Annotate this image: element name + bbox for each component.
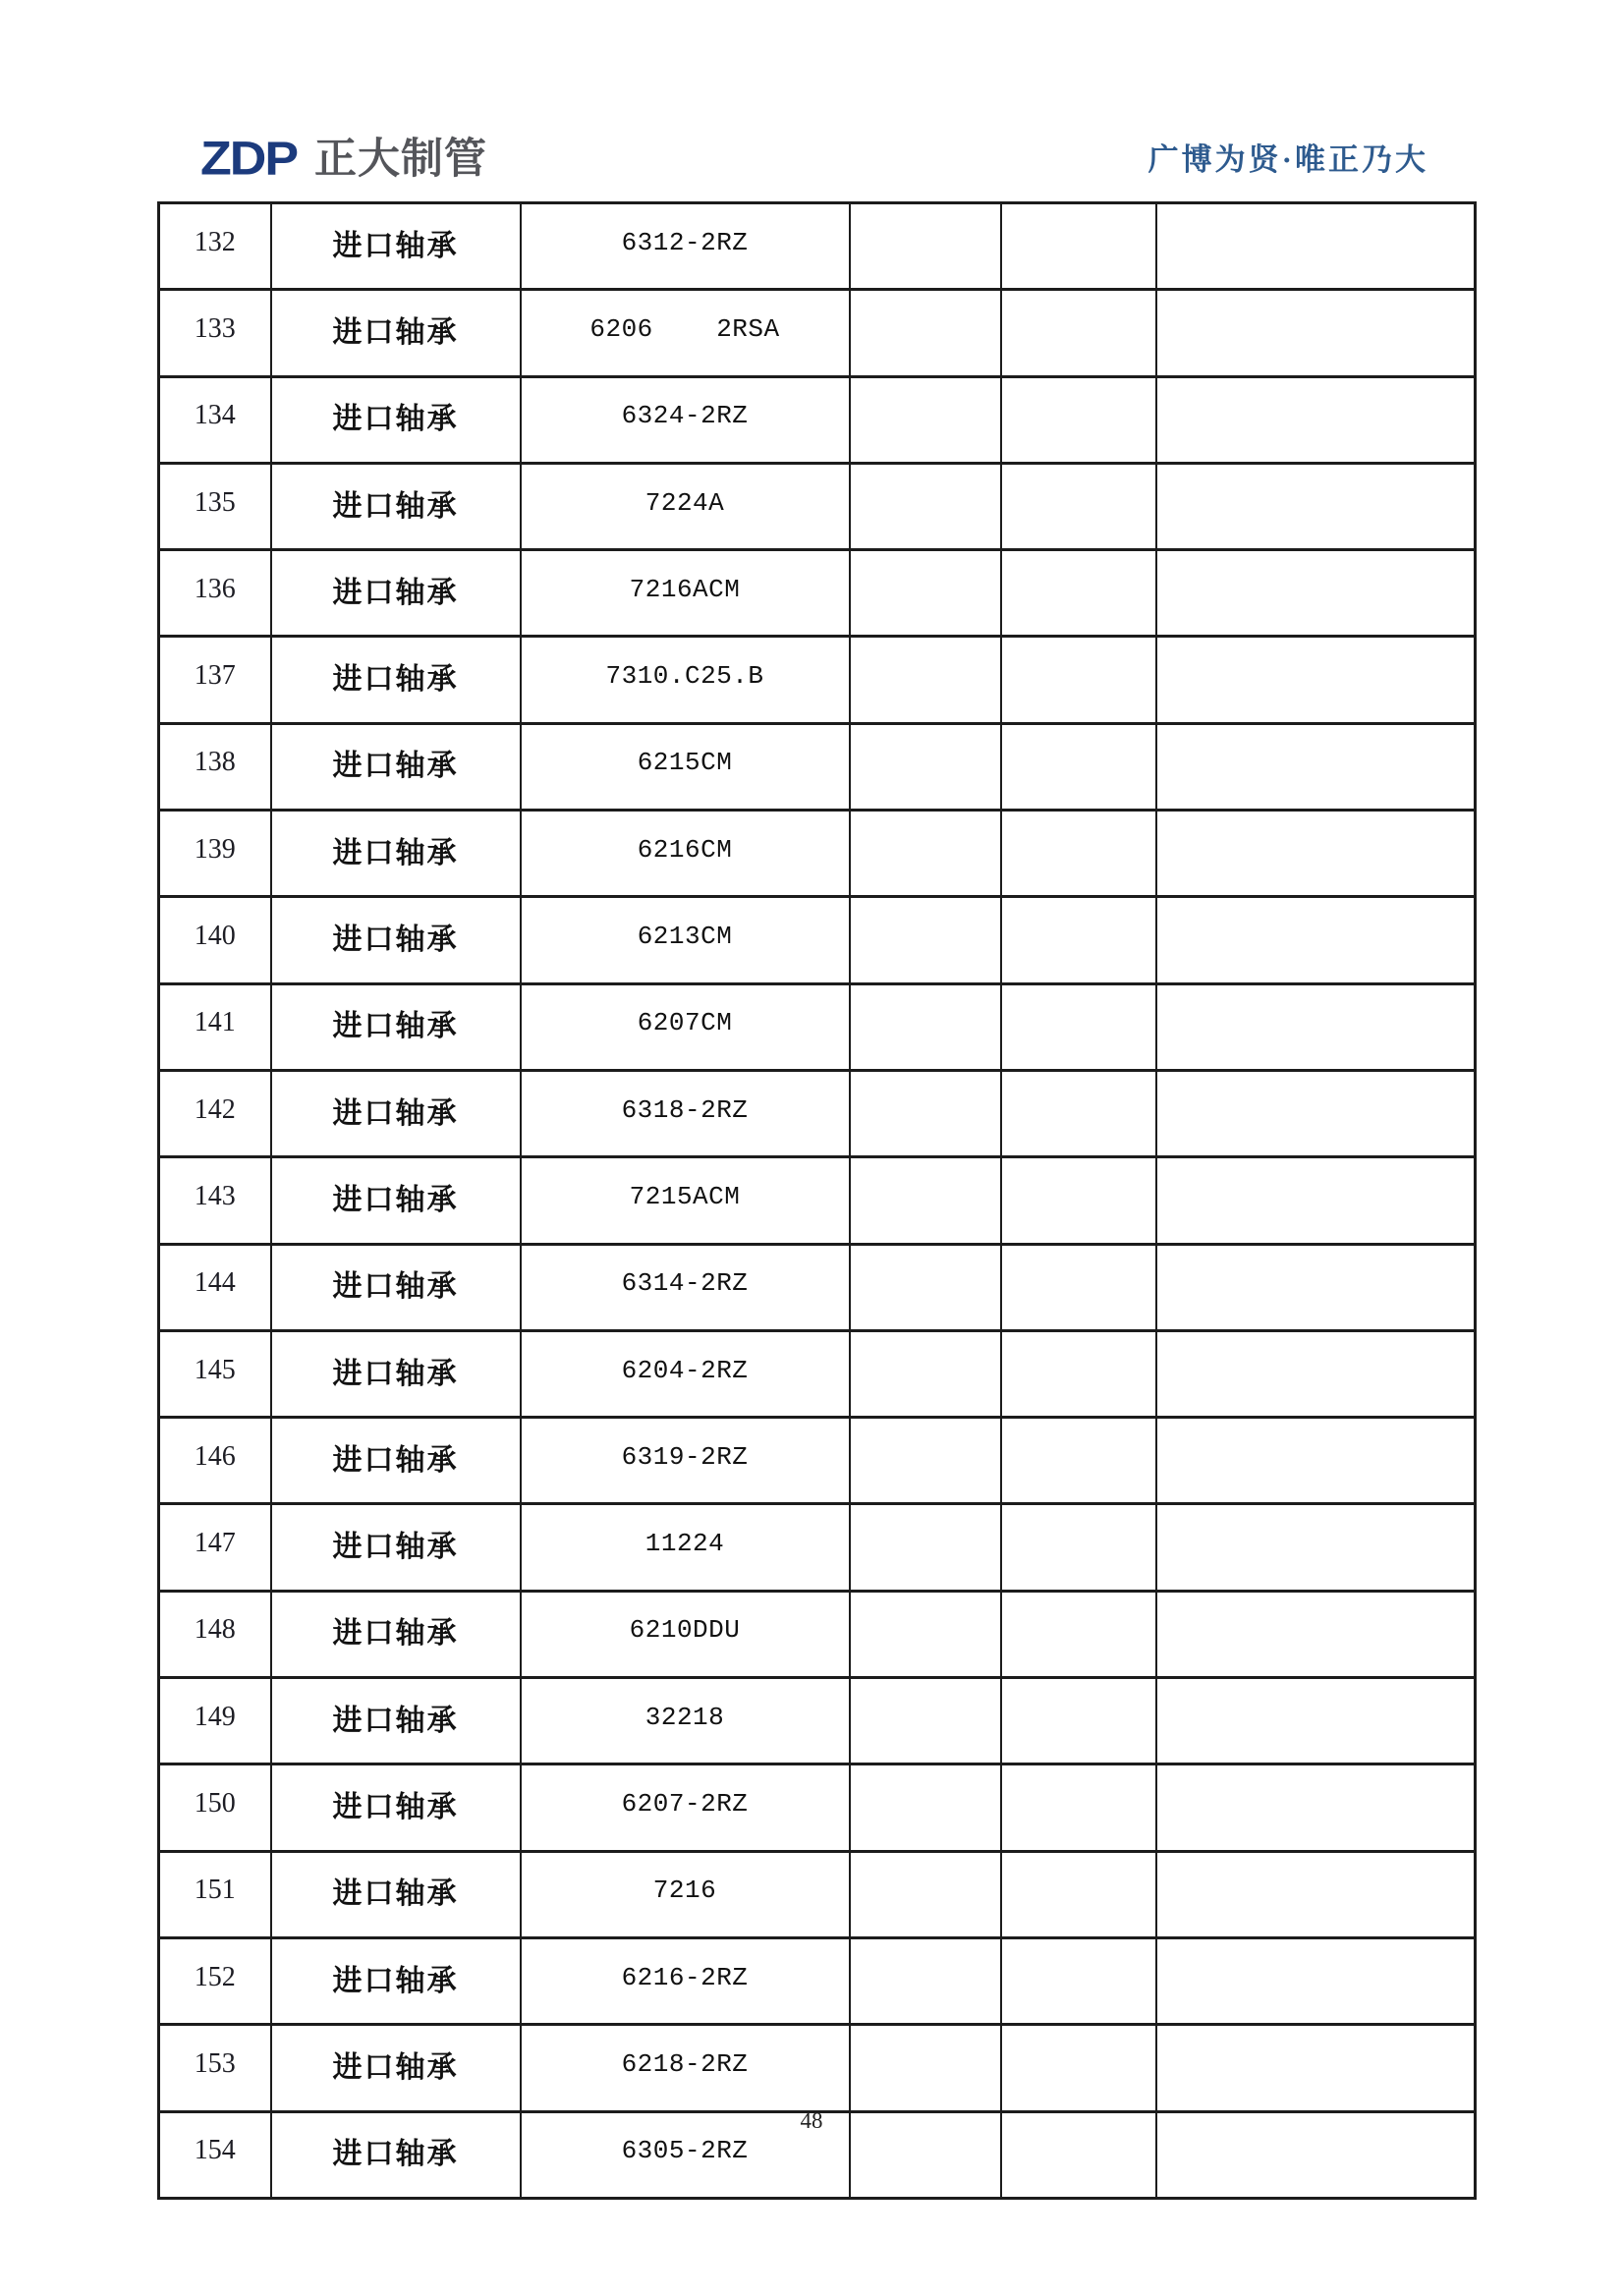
category-cell: 进口轴承: [271, 550, 521, 637]
part-number-cell: 6206 2RSA: [521, 290, 850, 376]
row-number-cell: 152: [159, 1937, 271, 2024]
empty-cell-2: [1001, 637, 1156, 723]
table-row: [159, 723, 1476, 810]
category-cell: 进口轴承: [271, 1330, 521, 1417]
table-row: [159, 1851, 1476, 1937]
part-number-cell: 6324-2RZ: [521, 376, 850, 463]
empty-cell-1: [850, 811, 1001, 897]
row-number-cell: 147: [159, 1504, 271, 1591]
empty-cell-1: [850, 983, 1001, 1070]
part-number-cell: 6305-2RZ: [521, 2111, 850, 2198]
row-number-cell: 141: [159, 983, 271, 1070]
category-cell: 进口轴承: [271, 1070, 521, 1156]
empty-cell-1: [850, 1678, 1001, 1764]
row-number-cell: 132: [159, 203, 271, 290]
empty-cell-1: [850, 2025, 1001, 2111]
row-number-cell: 153: [159, 2025, 271, 2111]
empty-cell-2: [1001, 1937, 1156, 2024]
company-logo: [200, 128, 487, 191]
row-number-cell: 143: [159, 1157, 271, 1244]
empty-cell-1: [850, 550, 1001, 637]
part-number-cell: 6218-2RZ: [521, 2025, 850, 2111]
part-number-cell: 6312-2RZ: [521, 203, 850, 290]
parts-table: [157, 201, 1477, 2200]
empty-cell-1: [850, 1418, 1001, 1504]
part-number-cell: 7216ACM: [521, 550, 850, 637]
category-cell: 进口轴承: [271, 1851, 521, 1937]
empty-cell-1: [850, 1937, 1001, 2024]
table-row: [159, 897, 1476, 983]
row-number-cell: 146: [159, 1418, 271, 1504]
table-row: [159, 1244, 1476, 1330]
empty-cell-2: [1001, 1070, 1156, 1156]
table-row: [159, 1157, 1476, 1244]
empty-cell-3: [1156, 637, 1476, 723]
empty-cell-3: [1156, 463, 1476, 549]
table-row: [159, 983, 1476, 1070]
part-number-cell: 6215CM: [521, 723, 850, 810]
part-number-cell: 7224A: [521, 463, 850, 549]
row-number-cell: 151: [159, 1851, 271, 1937]
row-number-cell: 148: [159, 1591, 271, 1677]
row-number-cell: 140: [159, 897, 271, 983]
empty-cell-2: [1001, 1244, 1156, 1330]
category-cell: 进口轴承: [271, 1591, 521, 1677]
table-row: [159, 1070, 1476, 1156]
empty-cell-2: [1001, 1591, 1156, 1677]
page-header: [0, 128, 1623, 196]
parts-table-body: [159, 203, 1476, 2199]
empty-cell-3: [1156, 811, 1476, 897]
part-number-cell: 11224: [521, 1504, 850, 1591]
category-cell: 进口轴承: [271, 2025, 521, 2111]
category-cell: 进口轴承: [271, 1678, 521, 1764]
category-cell: 进口轴承: [271, 376, 521, 463]
category-cell: 进口轴承: [271, 463, 521, 549]
table-row: [159, 2025, 1476, 2111]
page-number: 48: [800, 2108, 823, 2133]
empty-cell-2: [1001, 983, 1156, 1070]
empty-cell-2: [1001, 1504, 1156, 1591]
category-cell: 进口轴承: [271, 983, 521, 1070]
empty-cell-1: [850, 1851, 1001, 1937]
table-row: [159, 1678, 1476, 1764]
part-number-cell: 6216CM: [521, 811, 850, 897]
empty-cell-2: [1001, 1157, 1156, 1244]
empty-cell-1: [850, 463, 1001, 549]
row-number-cell: 134: [159, 376, 271, 463]
part-number-cell: 6318-2RZ: [521, 1070, 850, 1156]
empty-cell-3: [1156, 2025, 1476, 2111]
category-cell: 进口轴承: [271, 723, 521, 810]
table-row: [159, 376, 1476, 463]
empty-cell-1: [850, 897, 1001, 983]
empty-cell-2: [1001, 2025, 1156, 2111]
empty-cell-2: [1001, 203, 1156, 290]
empty-cell-3: [1156, 897, 1476, 983]
category-cell: 进口轴承: [271, 203, 521, 290]
category-cell: 进口轴承: [271, 1244, 521, 1330]
empty-cell-2: [1001, 550, 1156, 637]
empty-cell-3: [1156, 1070, 1476, 1156]
empty-cell-3: [1156, 203, 1476, 290]
part-number-cell: 32218: [521, 1678, 850, 1764]
empty-cell-1: [850, 1504, 1001, 1591]
empty-cell-3: [1156, 290, 1476, 376]
row-number-cell: 142: [159, 1070, 271, 1156]
empty-cell-1: [850, 1764, 1001, 1851]
category-cell: 进口轴承: [271, 811, 521, 897]
table-row: [159, 1330, 1476, 1417]
table-row: [159, 811, 1476, 897]
table-row: [159, 1504, 1476, 1591]
empty-cell-1: [850, 723, 1001, 810]
row-number-cell: 137: [159, 637, 271, 723]
part-number-cell: 6213CM: [521, 897, 850, 983]
empty-cell-1: [850, 637, 1001, 723]
part-number-cell: 6207-2RZ: [521, 1764, 850, 1851]
empty-cell-2: [1001, 1851, 1156, 1937]
empty-cell-2: [1001, 290, 1156, 376]
category-cell: 进口轴承: [271, 2111, 521, 2198]
category-cell: 进口轴承: [271, 1937, 521, 2024]
category-cell: 进口轴承: [271, 897, 521, 983]
empty-cell-1: [850, 1070, 1001, 1156]
part-number-cell: 7216: [521, 1851, 850, 1937]
part-number-cell: 7310.C25.B: [521, 637, 850, 723]
empty-cell-2: [1001, 1764, 1156, 1851]
table-row: [159, 1591, 1476, 1677]
empty-cell-3: [1156, 1764, 1476, 1851]
empty-cell-3: [1156, 1937, 1476, 2024]
table-row: [159, 1937, 1476, 2024]
category-cell: 进口轴承: [271, 1157, 521, 1244]
empty-cell-3: [1156, 1244, 1476, 1330]
empty-cell-3: [1156, 1504, 1476, 1591]
logo-company-text: 正大制管: [314, 135, 487, 183]
row-number-cell: 145: [159, 1330, 271, 1417]
row-number-cell: 135: [159, 463, 271, 549]
empty-cell-3: [1156, 983, 1476, 1070]
row-number-cell: 136: [159, 550, 271, 637]
empty-cell-1: [850, 376, 1001, 463]
empty-cell-1: [850, 1244, 1001, 1330]
table-row: [159, 290, 1476, 376]
empty-cell-3: [1156, 1418, 1476, 1504]
table-row: [159, 637, 1476, 723]
part-number-cell: 6210DDU: [521, 1591, 850, 1677]
empty-cell-1: [850, 1157, 1001, 1244]
part-number-cell: 6204-2RZ: [521, 1330, 850, 1417]
table-row: [159, 463, 1476, 549]
empty-cell-1: [850, 1330, 1001, 1417]
empty-cell-2: [1001, 811, 1156, 897]
header-slogan: 广博为贤·唯正乃大: [1147, 142, 1428, 177]
row-number-cell: 138: [159, 723, 271, 810]
table-row: [159, 1764, 1476, 1851]
empty-cell-3: [1156, 1678, 1476, 1764]
category-cell: 进口轴承: [271, 1764, 521, 1851]
category-cell: 进口轴承: [271, 1418, 521, 1504]
row-number-cell: 154: [159, 2111, 271, 2198]
table-row: [159, 203, 1476, 290]
empty-cell-3: [1156, 1591, 1476, 1677]
logo-zdp-text: ZDP: [200, 133, 297, 186]
empty-cell-2: [1001, 723, 1156, 810]
row-number-cell: 133: [159, 290, 271, 376]
category-cell: 进口轴承: [271, 637, 521, 723]
row-number-cell: 149: [159, 1678, 271, 1764]
part-number-cell: 6207CM: [521, 983, 850, 1070]
empty-cell-3: [1156, 550, 1476, 637]
empty-cell-2: [1001, 463, 1156, 549]
empty-cell-2: [1001, 1418, 1156, 1504]
part-number-cell: 7215ACM: [521, 1157, 850, 1244]
empty-cell-3: [1156, 1851, 1476, 1937]
row-number-cell: 150: [159, 1764, 271, 1851]
category-cell: 进口轴承: [271, 1504, 521, 1591]
part-number-cell: 6314-2RZ: [521, 1244, 850, 1330]
empty-cell-1: [850, 1591, 1001, 1677]
row-number-cell: 139: [159, 811, 271, 897]
empty-cell-2: [1001, 376, 1156, 463]
part-number-cell: 6216-2RZ: [521, 1937, 850, 2024]
empty-cell-1: [850, 203, 1001, 290]
category-cell: 进口轴承: [271, 290, 521, 376]
empty-cell-2: [1001, 897, 1156, 983]
empty-cell-2: [1001, 1678, 1156, 1764]
row-number-cell: 144: [159, 1244, 271, 1330]
table-row: [159, 1418, 1476, 1504]
empty-cell-2: [1001, 1330, 1156, 1417]
empty-cell-3: [1156, 376, 1476, 463]
empty-cell-1: [850, 290, 1001, 376]
empty-cell-3: [1156, 1157, 1476, 1244]
table-row: [159, 550, 1476, 637]
empty-cell-3: [1156, 1330, 1476, 1417]
empty-cell-3: [1156, 723, 1476, 810]
part-number-cell: 6319-2RZ: [521, 1418, 850, 1504]
